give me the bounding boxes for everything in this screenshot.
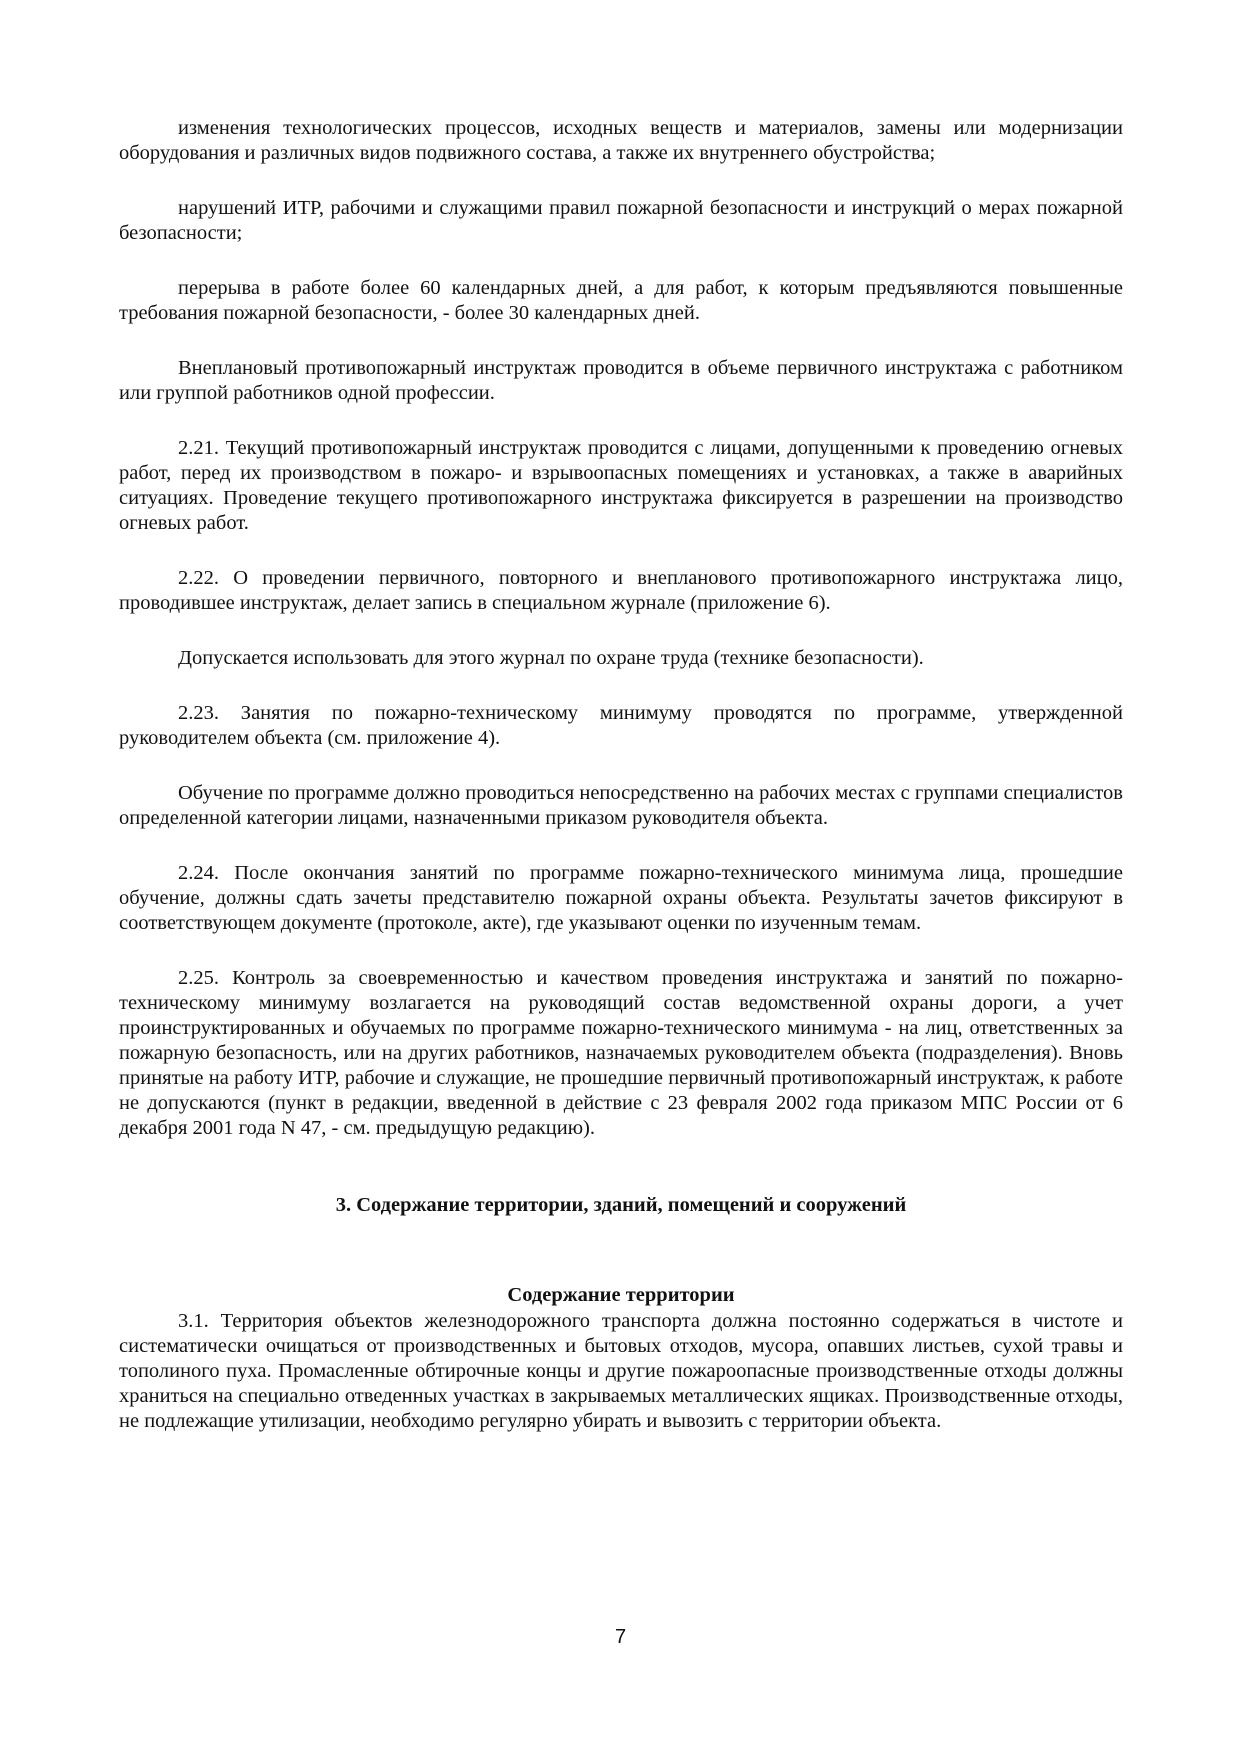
paragraph-break-in-work: перерыва в работе более 60 календарных дней, а для работ, к которым предъявляются повышенные требования пожарной безопасности, - более 30 календарных дней.	[119, 277, 1123, 324]
page-number: 7	[614, 1626, 627, 1648]
subsection-title: Содержание территории	[507, 1284, 735, 1306]
paragraph-2-21: 2.21. Текущий противопожарный инструктаж проводится с лицами, допущенными к проведению огневых работ, перед их производством в пожаро- и взрывоопасных помещениях и установках, а также в аварийных ситуациях. Проведение текущего противопожарного инструктажа фиксируется в разрешении на производство огневых работ.	[119, 437, 1123, 534]
paragraph-violations: нарушений ИТР, рабочими и служащими правил пожарной безопасности и инструкций о мерах пожарной безопасности;	[119, 197, 1123, 244]
paragraph-3-1: 3.1. Территория объектов железнодорожного транспорта должна постоянно содержаться в чистоте и систематически очищаться от производственных и бытовых отходов, мусора, опавших листьев, сухой травы и тополиного пуха. Промасленные обтирочные концы и другие пожароопасные производственные отходы должны храниться на специально отведенных участках в закрываемых металлических ящиках. Производственные отходы, не подлежащие утилизации, необходимо регулярно убирать и вывозить с территории объекта.	[119, 1310, 1123, 1432]
paragraph-2-25: 2.25. Контроль за своевременностью и качеством проведения инструктажа и занятий по пожарно-техническому минимуму возлагается на руководящий состав ведомственной охраны дороги, а учет проинструктированных и обучаемых по программе пожарно-технического минимума - на лиц, ответственных за пожарную безопасность, или на других работников, назначаемых руководителем объекта (подразделения). Вновь принятые на работу ИТР, рабочие и служащие, не прошедшие первичный противопожарный инструктаж, к работе не допускаются (пункт в редакции, введенной в действие с 23 февраля 2002 года приказом МПС России от 6 декабря 2001 года N 47, - см. предыдущую редакцию).	[119, 967, 1123, 1139]
paragraph-journal-note: Допускается использовать для этого журнал по охране труда (технике безопасности).	[178, 647, 924, 669]
paragraph-2-24: 2.24. После окончания занятий по программе пожарно-технического минимума лица, прошедшие обучение, должны сдать зачеты представителю пожарной охраны объекта. Результаты зачетов фиксируют в соответствующем документе (протоколе, акте), где указывают оценки по изученным темам.	[119, 862, 1123, 934]
document-page	[119, 116, 1123, 1434]
paragraph-unscheduled-briefing: Внеплановый противопожарный инструктаж проводится в объеме первичного инструктажа с работником или группой работников одной профессии.	[119, 357, 1123, 404]
paragraph-training: Обучение по программе должно проводиться непосредственно на рабочих местах с группами специалистов определенной категории лицами, назначенными приказом руководителя объекта.	[119, 782, 1123, 829]
paragraph-2-23: 2.23. Занятия по пожарно-техническому минимуму проводятся по программе, утвержденной руководителем объекта (см. приложение 4).	[119, 702, 1123, 749]
section-title: 3. Содержание территории, зданий, помещений и сооружений	[335, 1194, 907, 1216]
paragraph-changes: изменения технологических процессов, исходных веществ и материалов, замены или модернизации оборудования и различных видов подвижного состава, а также их внутреннего обустройства;	[119, 117, 1123, 164]
paragraph-2-22: 2.22. О проведении первичного, повторного и внепланового противопожарного инструктажа лицо, проводившее инструктаж, делает запись в специальном журнале (приложение 6).	[119, 567, 1123, 614]
